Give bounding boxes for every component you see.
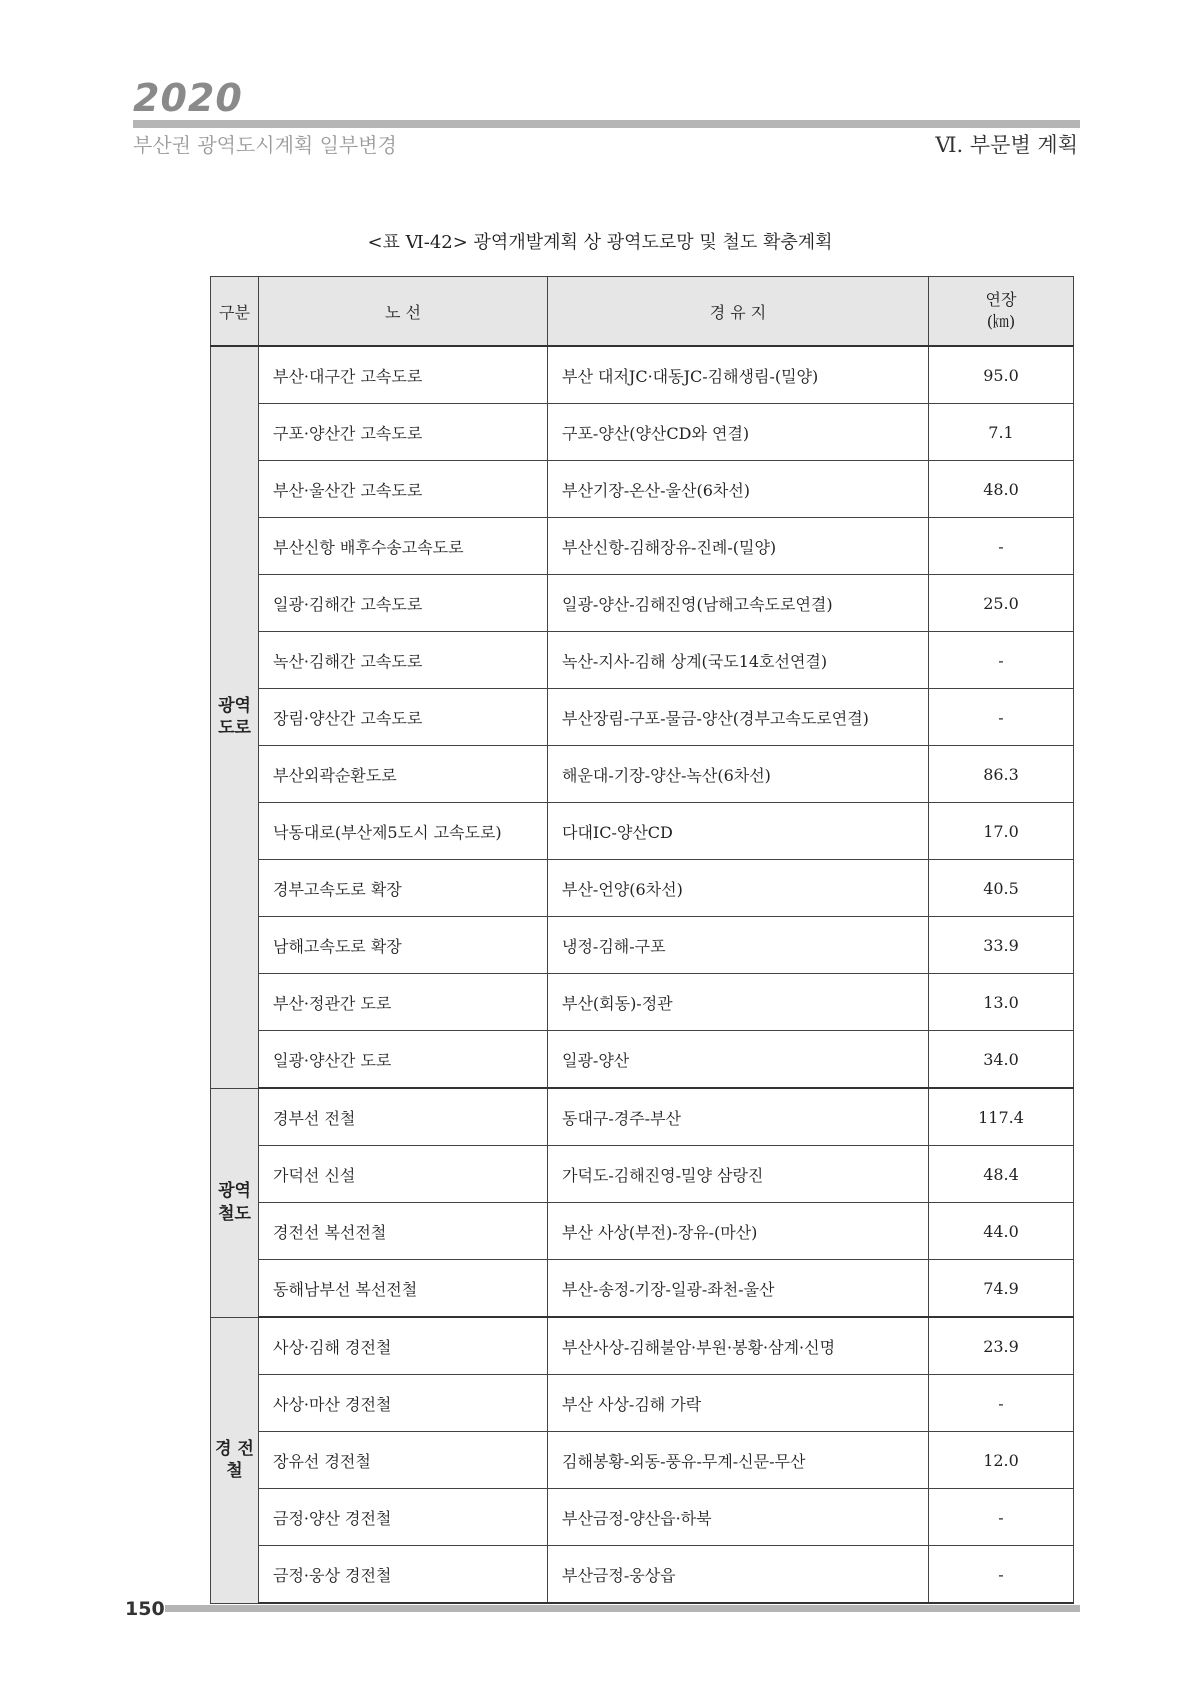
route-cell: 장유선 경전철 (259, 1432, 548, 1489)
table-row (211, 461, 1074, 518)
via-cell: 해운대-기장-양산-녹산(6차선) (548, 746, 929, 803)
table-header-row (211, 277, 1074, 347)
via-cell: 부산금정-웅상읍 (548, 1546, 929, 1604)
table-row (211, 1489, 1074, 1546)
route-cell: 사상·김해 경전철 (259, 1317, 548, 1375)
table-row (211, 746, 1074, 803)
route-cell: 가덕선 신설 (259, 1146, 548, 1203)
via-cell: 부산(회동)-정관 (548, 974, 929, 1031)
report-year: 2020 (133, 76, 243, 120)
header-rule (133, 120, 1080, 128)
table-row (211, 346, 1074, 404)
route-cell: 장림·양산간 고속도로 (259, 689, 548, 746)
route-cell: 부산·대구간 고속도로 (259, 346, 548, 404)
route-cell: 사상·마산 경전철 (259, 1375, 548, 1432)
header-length (929, 277, 1074, 347)
via-cell: 부산-언양(6차선) (548, 860, 929, 917)
route-cell: 낙동대로(부산제5도시 고속도로) (259, 803, 548, 860)
length-cell: - (929, 1375, 1074, 1432)
route-cell: 일광·양산간 도로 (259, 1031, 548, 1089)
table-row (211, 1432, 1074, 1489)
route-cell: 부산·울산간 고속도로 (259, 461, 548, 518)
header-via: 경 유 지 (548, 277, 929, 347)
via-cell: 일광-양산-김해진영(남해고속도로연결) (548, 575, 929, 632)
length-cell: - (929, 518, 1074, 575)
table-row (211, 803, 1074, 860)
length-cell: 117.4 (929, 1088, 1074, 1146)
length-cell: 34.0 (929, 1031, 1074, 1089)
length-cell: - (929, 1546, 1074, 1604)
header-length-unit: (㎞) (986, 312, 1016, 331)
table-row (211, 632, 1074, 689)
table-row (211, 1546, 1074, 1604)
via-cell: 부산기장-온산-울산(6차선) (548, 461, 929, 518)
via-cell: 부산사상-김해불암·부원·봉황·삼계·신명 (548, 1317, 929, 1375)
route-cell: 경부고속도로 확장 (259, 860, 548, 917)
table-row (211, 404, 1074, 461)
category-cell: 광역 철도 (211, 1088, 259, 1317)
chapter-title: Ⅵ. 부문별 계획 (935, 133, 1078, 157)
route-cell: 녹산·김해간 고속도로 (259, 632, 548, 689)
table-row (211, 1088, 1074, 1146)
route-cell: 경부선 전철 (259, 1088, 548, 1146)
route-cell: 금정·양산 경전철 (259, 1489, 548, 1546)
table-row (211, 1317, 1074, 1375)
length-cell: 7.1 (929, 404, 1074, 461)
via-cell: 일광-양산 (548, 1031, 929, 1089)
via-cell: 녹산-지사-김해 상계(국도14호선연결) (548, 632, 929, 689)
length-cell: - (929, 632, 1074, 689)
length-cell: 40.5 (929, 860, 1074, 917)
length-cell: 25.0 (929, 575, 1074, 632)
length-cell: - (929, 1489, 1074, 1546)
route-cell: 일광·김해간 고속도로 (259, 575, 548, 632)
via-cell: 부산금정-양산읍·하북 (548, 1489, 929, 1546)
table-row (211, 1146, 1074, 1203)
header-length-label: 연장 (985, 290, 1017, 310)
expansion-plan-table (210, 276, 1074, 1604)
table-row (211, 917, 1074, 974)
via-cell: 김해봉황-외동-풍유-무계-신문-무산 (548, 1432, 929, 1489)
via-cell: 구포-양산(양산CD와 연결) (548, 404, 929, 461)
category-cell: 경 전 철 (211, 1317, 259, 1603)
route-cell: 구포·양산간 고속도로 (259, 404, 548, 461)
route-cell: 부산외곽순환도로 (259, 746, 548, 803)
length-cell: 95.0 (929, 346, 1074, 404)
page-number: 150 (125, 1598, 165, 1620)
via-cell: 부산 사상(부전)-장유-(마산) (548, 1203, 929, 1260)
length-cell: 48.0 (929, 461, 1074, 518)
route-cell: 금정·웅상 경전철 (259, 1546, 548, 1604)
route-cell: 동해남부선 복선전철 (259, 1260, 548, 1318)
route-cell: 부산신항 배후수송고속도로 (259, 518, 548, 575)
via-cell: 냉정-김해-구포 (548, 917, 929, 974)
length-cell: 17.0 (929, 803, 1074, 860)
length-cell: 86.3 (929, 746, 1074, 803)
length-cell: 13.0 (929, 974, 1074, 1031)
table-row (211, 518, 1074, 575)
table-row (211, 689, 1074, 746)
table-row (211, 860, 1074, 917)
via-cell: 부산신항-김해장유-진례-(밀양) (548, 518, 929, 575)
length-cell: 48.4 (929, 1146, 1074, 1203)
header-category: 구분 (211, 277, 259, 347)
category-cell: 광역 도로 (211, 346, 259, 1088)
table-row (211, 974, 1074, 1031)
via-cell: 가덕도-김해진영-밀양 삼랑진 (548, 1146, 929, 1203)
length-cell: 44.0 (929, 1203, 1074, 1260)
length-cell: 33.9 (929, 917, 1074, 974)
via-cell: 다대IC-양산CD (548, 803, 929, 860)
document-title: 부산권 광역도시계획 일부변경 (133, 133, 397, 157)
table-caption: <표 Ⅵ-42> 광역개발계획 상 광역도로망 및 철도 확충계획 (367, 232, 833, 253)
table-row (211, 1260, 1074, 1318)
header-route: 노 선 (259, 277, 548, 347)
route-cell: 남해고속도로 확장 (259, 917, 548, 974)
table-row (211, 1203, 1074, 1260)
via-cell: 부산 사상-김해 가락 (548, 1375, 929, 1432)
via-cell: 부산 대저JC·대동JC-김해생림-(밀양) (548, 346, 929, 404)
length-cell: 12.0 (929, 1432, 1074, 1489)
via-cell: 부산-송정-기장-일광-좌천-울산 (548, 1260, 929, 1318)
table-row (211, 575, 1074, 632)
length-cell: 74.9 (929, 1260, 1074, 1318)
table-row (211, 1375, 1074, 1432)
route-cell: 부산·정관간 도로 (259, 974, 548, 1031)
via-cell: 부산장림-구포-물금-양산(경부고속도로연결) (548, 689, 929, 746)
length-cell: - (929, 689, 1074, 746)
table-row (211, 1031, 1074, 1089)
footer-rule (165, 1605, 1080, 1612)
via-cell: 동대구-경주-부산 (548, 1088, 929, 1146)
route-cell: 경전선 복선전철 (259, 1203, 548, 1260)
length-cell: 23.9 (929, 1317, 1074, 1375)
